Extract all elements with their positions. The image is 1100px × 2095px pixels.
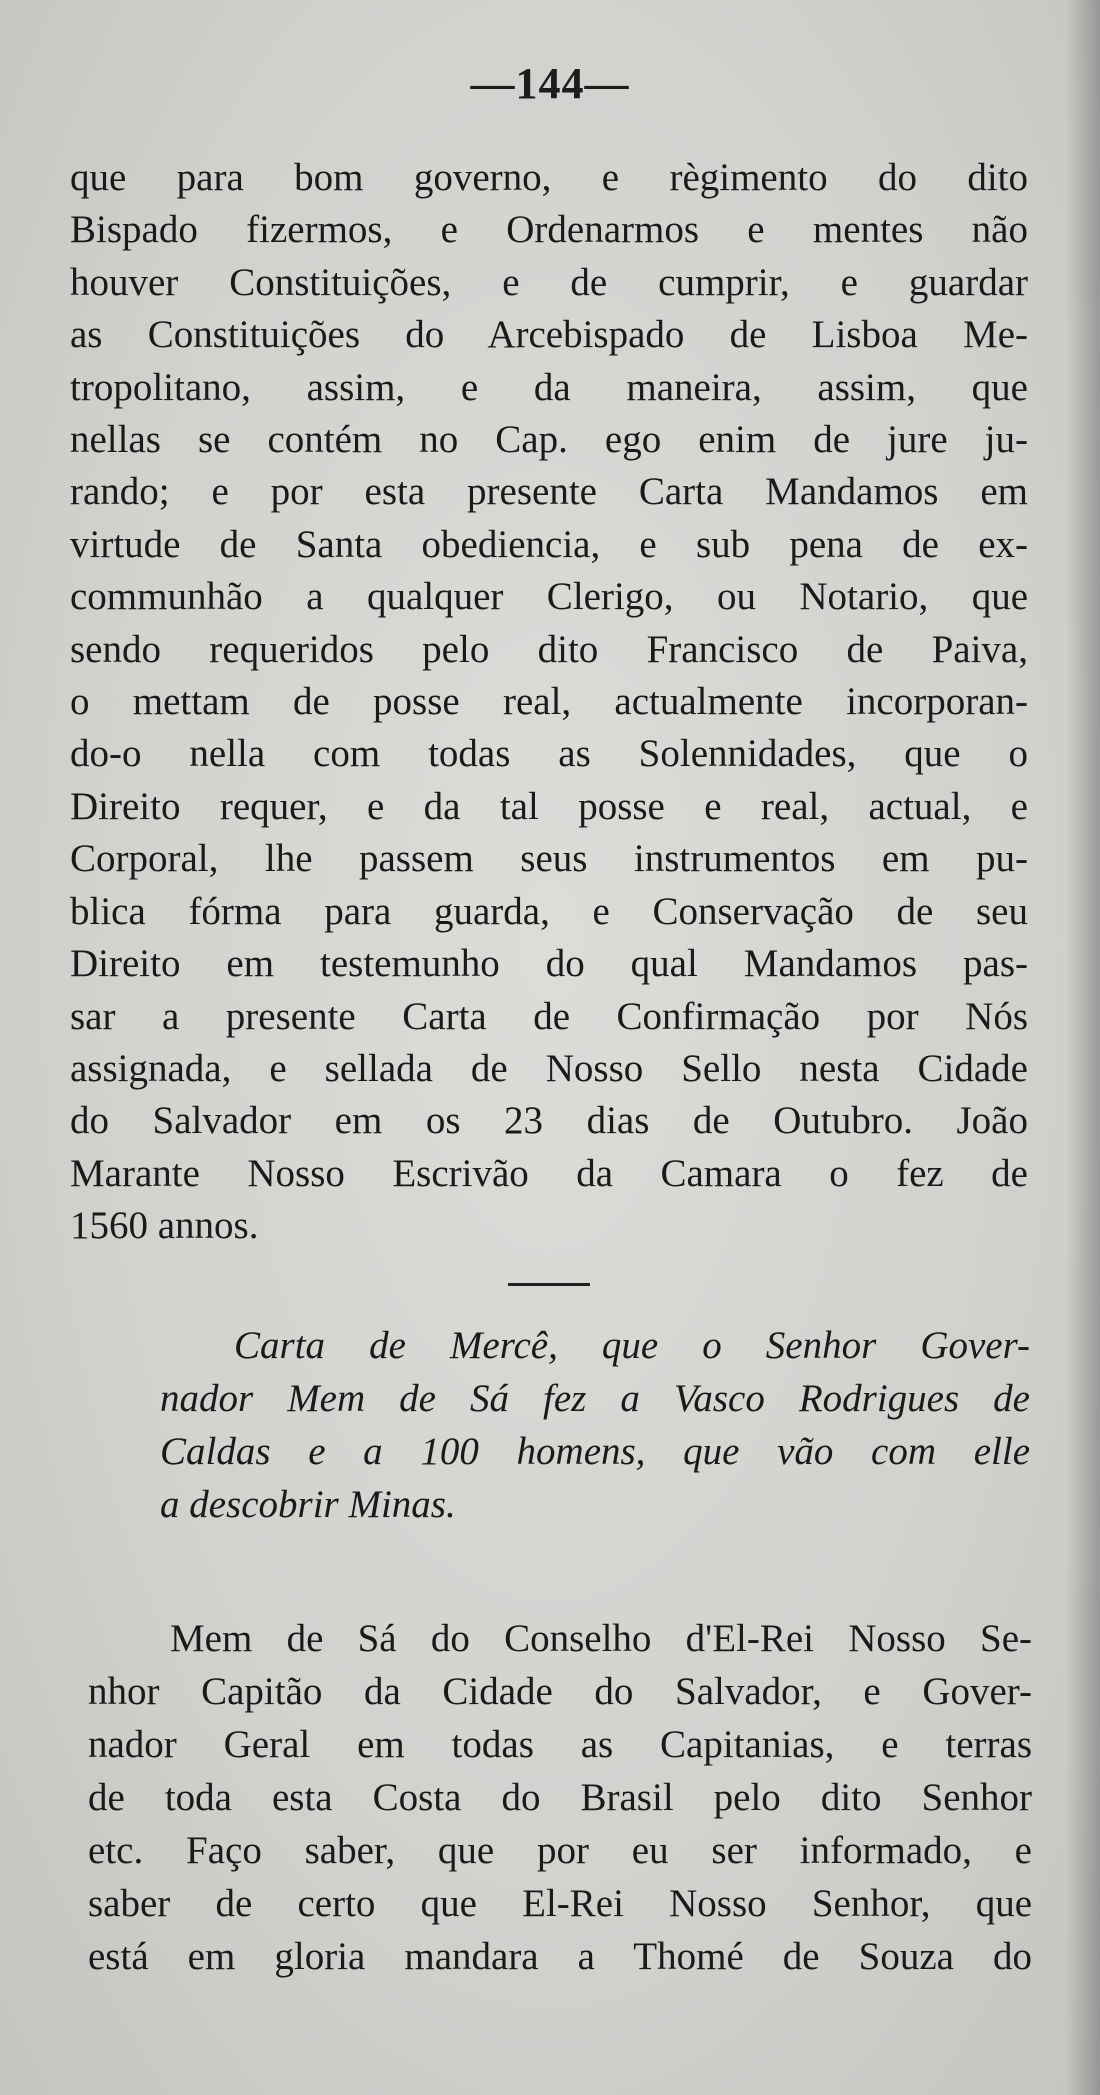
page-number-dash-right: — xyxy=(584,59,630,108)
section-heading xyxy=(160,1319,1030,1531)
text-line: tropolitano, assim, e da maneira, assim, que xyxy=(70,365,1028,409)
text-line: Corporal, lhe passem seus instrumentos em pu- xyxy=(70,837,1028,881)
heading-line: nador Mem de Sá fez a Vasco Rodrigues de xyxy=(160,1377,1030,1420)
text-line: communhão a qualquer Clerigo, ou Notario, que xyxy=(70,575,1028,619)
text-line: de toda esta Costa do Brasil pelo dito Senhor xyxy=(88,1776,1032,1819)
text-line: Direito em testemunho do qual Mandamos pas- xyxy=(70,942,1028,986)
text-line: o mettam de posse real, actualmente incorporan- xyxy=(70,680,1028,724)
page-edge-shadow xyxy=(1066,0,1100,2095)
page-number-value: 144 xyxy=(515,59,585,108)
text-line: nador Geral em todas as Capitanias, e terras xyxy=(88,1723,1032,1766)
heading-line: Carta de Mercê, que o Senhor Gover- xyxy=(234,1324,1030,1367)
text-line: nellas se contém no Cap. ego enim de jure ju- xyxy=(70,418,1028,462)
text-line: houver Constituições, e de cumprir, e guardar xyxy=(70,260,1028,304)
text-line: do Salvador em os 23 dias de Outubro. João xyxy=(70,1099,1028,1143)
paragraph-mem-de-sa xyxy=(88,1612,1032,1983)
paragraph-confirmation-letter xyxy=(70,152,1028,1253)
heading-line: a descobrir Minas. xyxy=(160,1483,456,1526)
section-separator xyxy=(508,1283,590,1286)
text-line: nhor Capitão da Cidade do Salvador, e Gover- xyxy=(88,1670,1032,1713)
text-line: Direito requer, e da tal posse e real, actual, e xyxy=(70,784,1028,828)
text-line: sendo requeridos pelo dito Francisco de Paiva, xyxy=(70,627,1028,671)
text-line: que para bom governo, e règimento do dito xyxy=(70,156,1028,199)
text-line: está em gloria mandara a Thomé de Souza do xyxy=(88,1935,1032,1978)
text-line: assignada, e sellada de Nosso Sello nesta Cidade xyxy=(70,1046,1028,1090)
text-line: saber de certo que El-Rei Nosso Senhor, que xyxy=(88,1882,1032,1925)
text-line: rando; e por esta presente Carta Mandamos em xyxy=(70,470,1028,514)
text-line: Bispado fizermos, e Ordenarmos e mentes não xyxy=(70,208,1028,252)
text-line: 1560 annos. xyxy=(70,1204,259,1248)
text-line: do-o nella com todas as Solennidades, que o xyxy=(70,732,1028,776)
text-line: sar a presente Carta de Confirmação por Nós xyxy=(70,994,1028,1038)
text-line: etc. Faço saber, que por eu ser informado, e xyxy=(88,1829,1032,1872)
text-line: blica fórma para guarda, e Conservação de seu xyxy=(70,889,1028,933)
page-number xyxy=(0,58,1100,109)
text-line: as Constituições do Arcebispado de Lisboa Me- xyxy=(70,313,1028,357)
heading-line: Caldas e a 100 homens, que vão com elle xyxy=(160,1430,1030,1473)
page-number-dash-left: — xyxy=(470,59,516,108)
text-line: Marante Nosso Escrivão da Camara o fez de xyxy=(70,1151,1028,1195)
text-line: Mem de Sá do Conselho d'El-Rei Nosso Se- xyxy=(170,1617,1032,1660)
text-line: virtude de Santa obediencia, e sub pena de ex- xyxy=(70,522,1028,566)
